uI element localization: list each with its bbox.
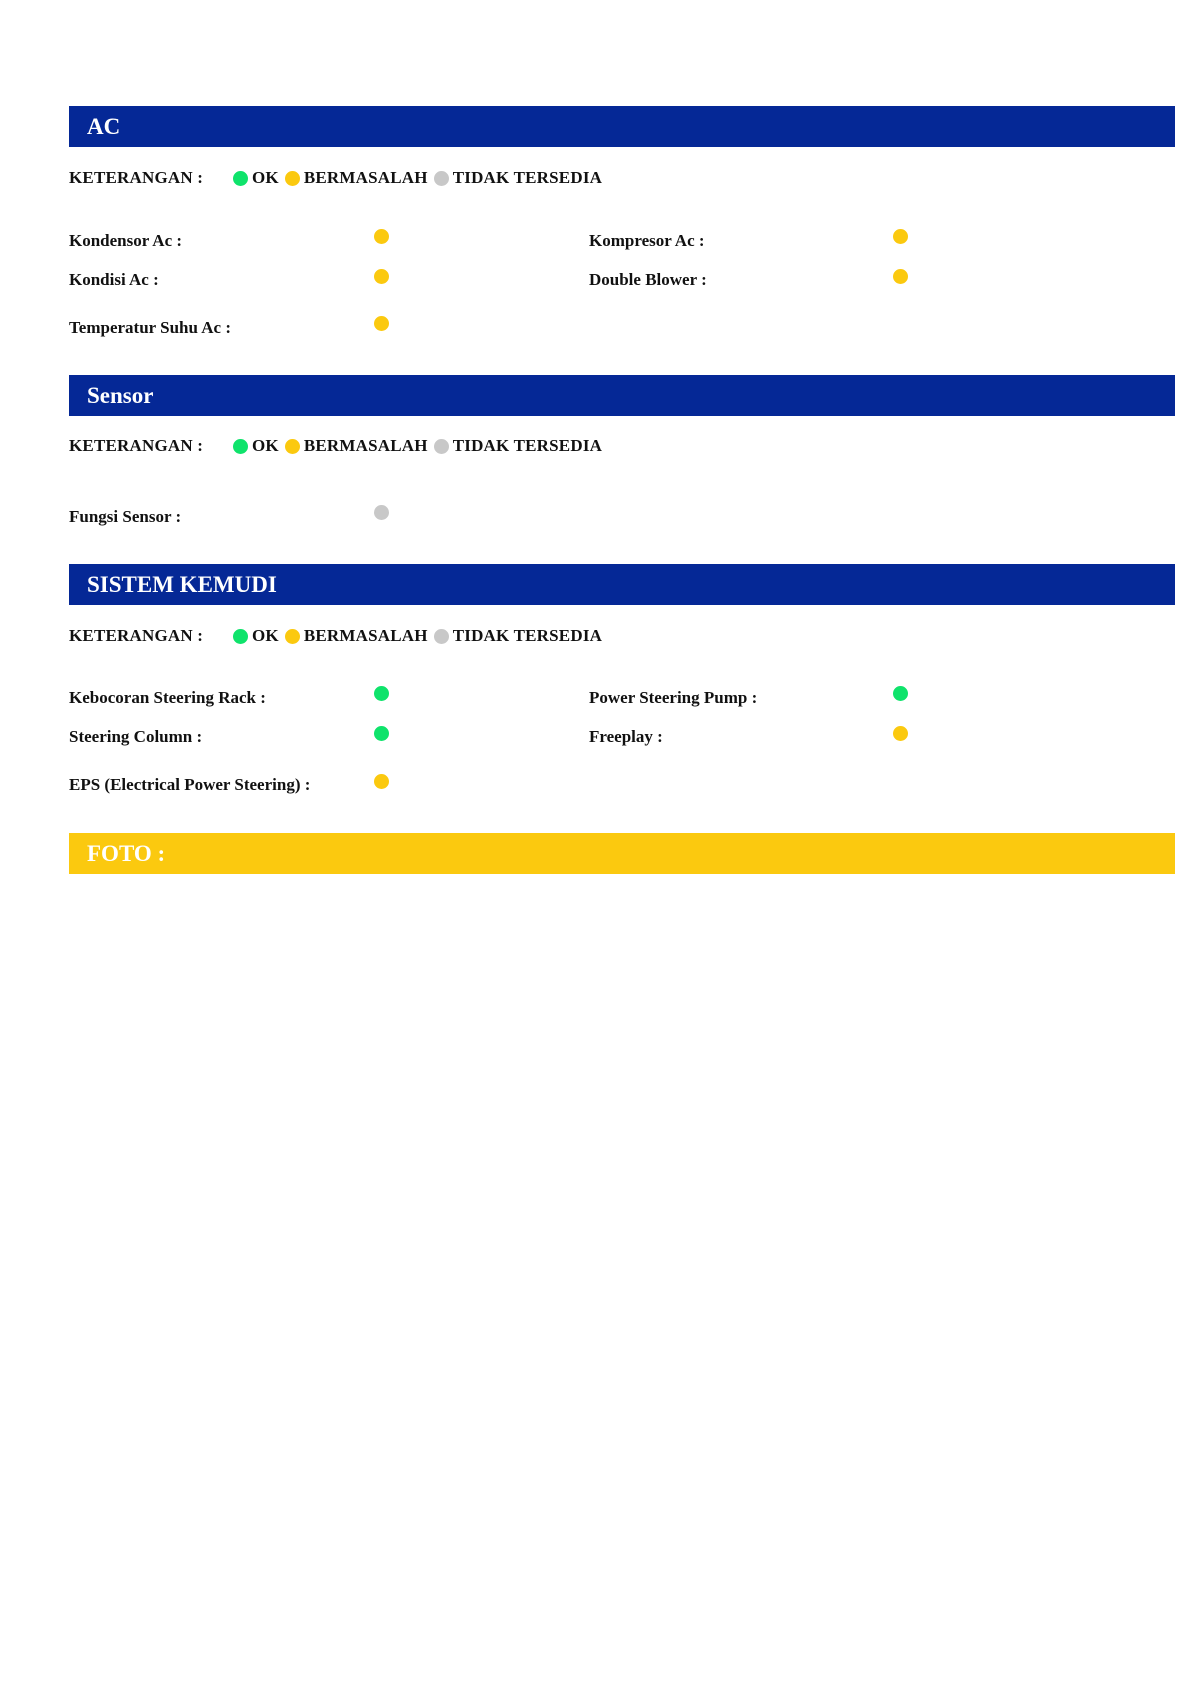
bermasalah-dot-icon bbox=[285, 439, 300, 454]
legend-bermasalah bbox=[285, 436, 428, 456]
ok-dot-icon bbox=[233, 171, 248, 186]
status-dot-icon bbox=[374, 505, 389, 520]
tidak-tersedia-dot-icon bbox=[434, 629, 449, 644]
legend-sistem-kemudi bbox=[69, 624, 608, 648]
legend-ok bbox=[233, 436, 279, 456]
section-title-sistem-kemudi: SISTEM KEMUDI bbox=[87, 572, 277, 597]
legend-bermasalah bbox=[285, 168, 428, 188]
legend-tidak-tersedia-label: TIDAK TERSEDIA bbox=[452, 168, 603, 187]
item-label-kondensor-ac: Kondensor Ac : bbox=[69, 231, 183, 250]
item-label-steering-column: Steering Column : bbox=[69, 727, 203, 746]
ok-dot-icon bbox=[233, 439, 248, 454]
item-label-temperatur-suhu-ac: Temperatur Suhu Ac : bbox=[69, 318, 231, 337]
legend-ok-label: OK bbox=[252, 168, 279, 187]
status-dot-icon bbox=[374, 316, 389, 331]
section-header-sensor bbox=[69, 375, 1175, 416]
legend-bermasalah bbox=[285, 626, 428, 646]
item-label-kompresor-ac: Kompresor Ac : bbox=[589, 231, 705, 250]
legend-bermasalah-label: BERMASALAH bbox=[303, 436, 428, 455]
tidak-tersedia-dot-icon bbox=[434, 171, 449, 186]
legend-ok-label: OK bbox=[252, 626, 279, 645]
legend-title: KETERANGAN : bbox=[69, 626, 204, 645]
item-label-freeplay: Freeplay : bbox=[589, 727, 663, 746]
legend-bermasalah-label: BERMASALAH bbox=[303, 626, 428, 645]
legend-ok bbox=[233, 626, 279, 646]
section-header-sistem-kemudi bbox=[69, 564, 1175, 605]
legend-ok-label: OK bbox=[252, 436, 279, 455]
legend-bermasalah-label: BERMASALAH bbox=[303, 168, 428, 187]
section-header-ac bbox=[69, 106, 1175, 147]
item-label-eps: EPS (Electrical Power Steering) : bbox=[69, 775, 311, 794]
status-dot-icon bbox=[893, 686, 908, 701]
item-label-fungsi-sensor: Fungsi Sensor : bbox=[69, 507, 182, 526]
status-dot-icon bbox=[893, 726, 908, 741]
tidak-tersedia-dot-icon bbox=[434, 439, 449, 454]
legend-tidak-tersedia-label: TIDAK TERSEDIA bbox=[452, 436, 603, 455]
section-header-foto bbox=[69, 833, 1175, 874]
legend-title: KETERANGAN : bbox=[69, 168, 204, 187]
item-label-double-blower: Double Blower : bbox=[589, 270, 707, 289]
ok-dot-icon bbox=[233, 629, 248, 644]
status-dot-icon bbox=[374, 229, 389, 244]
bermasalah-dot-icon bbox=[285, 171, 300, 186]
legend-title: KETERANGAN : bbox=[69, 436, 204, 455]
status-dot-icon bbox=[374, 774, 389, 789]
item-label-power-steering-pump: Power Steering Pump : bbox=[589, 688, 758, 707]
legend-ac bbox=[69, 166, 608, 190]
legend-tidak-tersedia bbox=[434, 168, 602, 188]
status-dot-icon bbox=[893, 229, 908, 244]
item-label-kondisi-ac: Kondisi Ac : bbox=[69, 270, 159, 289]
status-dot-icon bbox=[893, 269, 908, 284]
status-dot-icon bbox=[374, 269, 389, 284]
status-dot-icon bbox=[374, 726, 389, 741]
legend-tidak-tersedia bbox=[434, 436, 602, 456]
legend-tidak-tersedia bbox=[434, 626, 602, 646]
legend-ok bbox=[233, 168, 279, 188]
section-title-sensor: Sensor bbox=[87, 383, 154, 408]
section-title-ac: AC bbox=[87, 114, 121, 139]
item-label-kebocoran-steering-rack: Kebocoran Steering Rack : bbox=[69, 688, 266, 707]
legend-sensor bbox=[69, 434, 608, 458]
section-title-foto: FOTO : bbox=[87, 841, 166, 866]
legend-tidak-tersedia-label: TIDAK TERSEDIA bbox=[452, 626, 603, 645]
status-dot-icon bbox=[374, 686, 389, 701]
bermasalah-dot-icon bbox=[285, 629, 300, 644]
